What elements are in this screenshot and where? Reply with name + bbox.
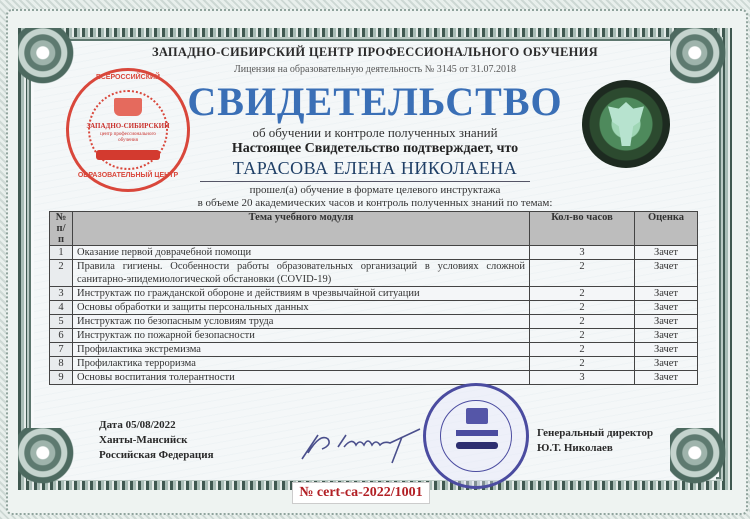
signature-icon xyxy=(298,425,428,465)
stamp-book-icon xyxy=(466,408,488,424)
table-row xyxy=(50,315,698,329)
row-hours: 2 xyxy=(530,343,635,357)
column-header-hours: Кол-во часов xyxy=(530,212,635,246)
certificate-number-box xyxy=(292,482,430,504)
row-grade: Зачет xyxy=(635,343,698,357)
column-header-grade: Оценка xyxy=(635,212,698,246)
training-format-text: прошел(а) обучение в формате целевого инструктажа xyxy=(249,184,501,196)
name-underline xyxy=(200,181,530,182)
confirmation-statement: Настоящее Свидетельство подтверждает, что xyxy=(231,141,519,156)
table-row xyxy=(50,357,698,371)
row-number: 4 xyxy=(50,301,73,315)
row-number: 2 xyxy=(50,260,73,287)
column-header-number: № п/п xyxy=(50,212,73,246)
row-topic: Основы обработки и защиты персональных данных xyxy=(73,301,530,315)
stamp-ribbon-icon xyxy=(456,442,498,449)
stamp-name-bar xyxy=(456,430,498,436)
row-topic: Инструктаж по безопасным условиям труда xyxy=(73,315,530,329)
director-info xyxy=(537,426,653,456)
issue-city: Ханты-Мансийск xyxy=(99,434,188,446)
row-hours: 2 xyxy=(530,287,635,301)
row-number: 6 xyxy=(50,329,73,343)
row-number: 3 xyxy=(50,287,73,301)
official-stamp xyxy=(423,383,529,489)
table-header-row xyxy=(50,212,698,246)
row-grade: Зачет xyxy=(635,371,698,385)
ornament-corner-icon xyxy=(670,428,732,490)
table-row xyxy=(50,301,698,315)
row-hours: 2 xyxy=(530,357,635,371)
ornament-corner-icon xyxy=(18,428,80,490)
row-hours: 2 xyxy=(530,301,635,315)
row-grade: Зачет xyxy=(635,246,698,260)
issue-date: Дата 05/08/2022 xyxy=(99,419,176,431)
row-hours: 2 xyxy=(530,329,635,343)
certificate-number: № cert-ca-2022/1001 xyxy=(299,485,423,500)
row-number: 1 xyxy=(50,246,73,260)
row-grade: Зачет xyxy=(635,357,698,371)
document-title: СВИДЕТЕЛЬСТВО xyxy=(187,79,563,124)
row-topic: Правила гигиены. Особенности работы образовательных организаций в условиях сложной санитарно-эпидемиологической обстановки (COVID-19) xyxy=(73,260,530,287)
row-hours: 2 xyxy=(530,260,635,287)
row-topic: Инструктаж по гражданской обороне и действиям в чрезвычайной ситуации xyxy=(73,287,530,301)
table-row xyxy=(50,371,698,385)
row-topic: Профилактика экстремизма xyxy=(73,343,530,357)
modules-table xyxy=(49,211,698,385)
document-subtitle: об обучении и контроле полученных знаний xyxy=(252,125,498,140)
license-info: Лицензия на образовательную деятельность № 3145 от 31.07.2018 xyxy=(233,64,517,75)
row-topic: Профилактика терроризма xyxy=(73,357,530,371)
row-number: 5 xyxy=(50,315,73,329)
training-volume-text: в объеме 20 академических часов и контроль полученных знаний по темам: xyxy=(197,197,553,209)
row-grade: Зачет xyxy=(635,260,698,287)
row-hours: 2 xyxy=(530,315,635,329)
table-row xyxy=(50,246,698,260)
table-row xyxy=(50,343,698,357)
director-title: Генеральный директор xyxy=(537,427,654,439)
row-grade: Зачет xyxy=(635,329,698,343)
row-hours: 3 xyxy=(530,246,635,260)
logo-bottom-text: ОБРАЗОВАТЕЛЬНЫЙ ЦЕНТР xyxy=(77,172,179,179)
row-number: 9 xyxy=(50,371,73,385)
row-hours: 3 xyxy=(530,371,635,385)
row-topic: Основы воспитания толерантности xyxy=(73,371,530,385)
column-header-topic: Тема учебного модуля xyxy=(73,212,530,246)
row-number: 7 xyxy=(50,343,73,357)
table-row xyxy=(50,329,698,343)
director-name: Ю.Т. Николаев xyxy=(537,442,613,454)
row-topic: Оказание первой доврачебной помощи xyxy=(73,246,530,260)
logo-small-text: центр профессионального обучения xyxy=(100,132,156,143)
table-row xyxy=(50,287,698,301)
row-topic: Инструктаж по пожарной безопасности xyxy=(73,329,530,343)
table-row xyxy=(50,260,698,287)
row-grade: Зачет xyxy=(635,301,698,315)
row-grade: Зачет xyxy=(635,287,698,301)
organization-name: ЗАПАДНО-СИБИРСКИЙ ЦЕНТР ПРОФЕССИОНАЛЬНОГО ОБУЧЕНИЯ xyxy=(151,45,599,59)
logo-top-text: ВСЕРОССИЙСКИЙ xyxy=(95,74,161,81)
issue-country: Российская Федерация xyxy=(99,449,214,461)
row-grade: Зачет xyxy=(635,315,698,329)
recipient-name: ТАРАСОВА ЕЛЕНА НИКОЛАЕНА xyxy=(232,158,518,178)
logo-center-text: ЗАПАДНО-СИБИРСКИЙ xyxy=(86,122,170,130)
issue-info xyxy=(99,418,214,463)
row-number: 8 xyxy=(50,357,73,371)
